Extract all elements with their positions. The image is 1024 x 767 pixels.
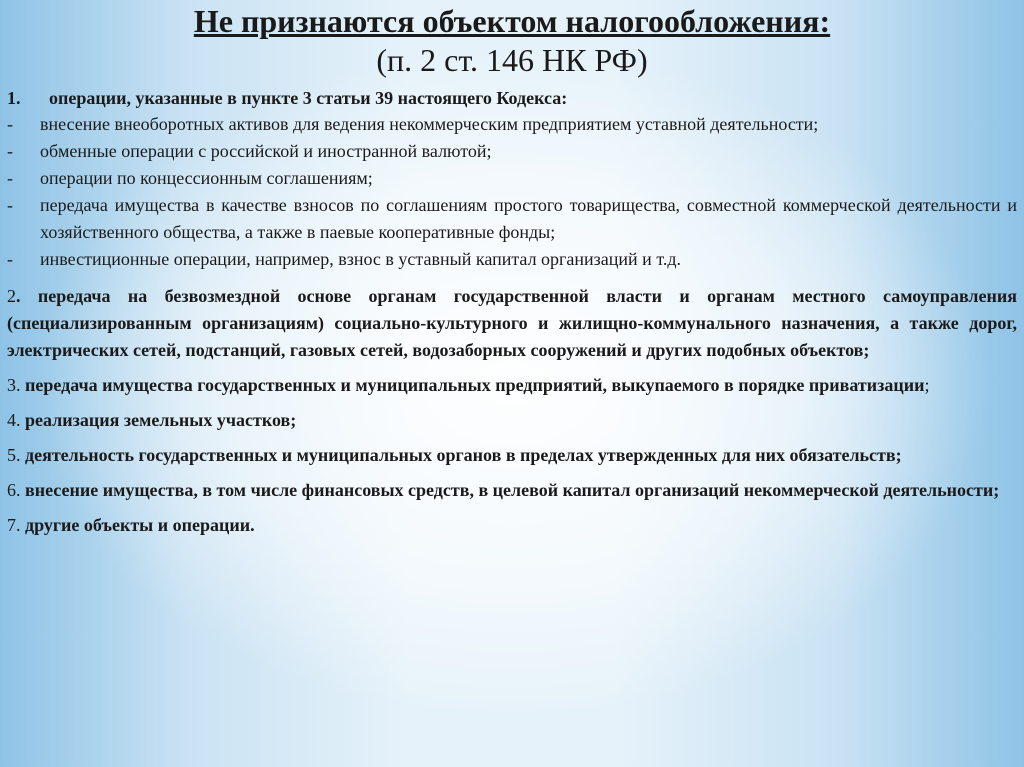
- item-6-number: 6.: [7, 480, 25, 500]
- list-item: [7, 138, 1017, 165]
- item-5-text: деятельность государственных и муниципальных органов в пределах утвержденных для них обязательств;: [25, 445, 902, 465]
- item-3-suffix: ;: [924, 375, 930, 395]
- subitem-text: внесение внеоборотных активов для ведения некоммерческим предприятием уставной деятельности;: [40, 114, 819, 134]
- slide-subtitle: (п. 2 ст. 146 НК РФ): [376, 42, 648, 78]
- list-item: [7, 165, 1017, 192]
- item-4-paragraph: [7, 407, 1017, 434]
- item-7-paragraph: [7, 512, 1017, 539]
- list-item: [7, 111, 1017, 138]
- item-4-number: 4.: [7, 410, 25, 430]
- dash-marker: -: [7, 168, 13, 188]
- item-2-text: . передача на безвозмездной основе органам государственной власти и органам местного самоуправления (специализированным организациям) социально-культурного и жилищно-коммунального назначения, а также дорог, электрических сетей, подстанций, газовых сетей, водозаборных сооружений и других подобных объектов;: [7, 286, 1017, 360]
- list-item: [7, 246, 1017, 273]
- subitem-text: обменные операции с российской и иностранной валютой;: [40, 141, 492, 161]
- dash-marker: -: [7, 114, 13, 134]
- list-item: [7, 192, 1017, 246]
- dash-marker: -: [7, 195, 13, 215]
- item-2-number: 2: [7, 286, 16, 306]
- subitem-text: инвестиционные операции, например, взнос в уставный капитал организаций и т.д.: [40, 249, 681, 269]
- subitem-text: передача имущества в качестве взносов по соглашениям простого товарищества, совместной коммерческой деятельности и хозяйственного общества, а также в паевые кооперативные фонды;: [40, 195, 1017, 242]
- slide-title: Не признаются объектом налогообложения:: [193, 3, 831, 39]
- item-1-subitems: [7, 111, 1017, 273]
- item-7-number: 7.: [7, 515, 25, 535]
- item-6-text: внесение имущества, в том числе финансовых средств, в целевой капитал организаций некоммерческой деятельности;: [25, 480, 1000, 500]
- item-3-paragraph: [7, 372, 1017, 399]
- dash-marker: -: [7, 249, 13, 269]
- subitem-text: операции по концессионным соглашениям;: [40, 168, 373, 188]
- item-1-number: 1.: [7, 88, 21, 108]
- item-3-number: 3.: [7, 375, 25, 395]
- item-6-paragraph: [7, 477, 1017, 504]
- item-5-paragraph: [7, 442, 1017, 469]
- item-4-text: реализация земельных участков;: [25, 410, 297, 430]
- item-5-number: 5.: [7, 445, 25, 465]
- item-1-heading: [7, 85, 1017, 111]
- item-3-text: передача имущества государственных и муниципальных предприятий, выкупаемого в порядке приватизации: [25, 375, 925, 395]
- dash-marker: -: [7, 141, 13, 161]
- item-1-text: операции, указанные в пункте 3 статьи 39 настоящего Кодекса:: [49, 88, 568, 108]
- item-7-text: другие объекты и операции.: [25, 515, 255, 535]
- item-2-paragraph: [7, 283, 1017, 364]
